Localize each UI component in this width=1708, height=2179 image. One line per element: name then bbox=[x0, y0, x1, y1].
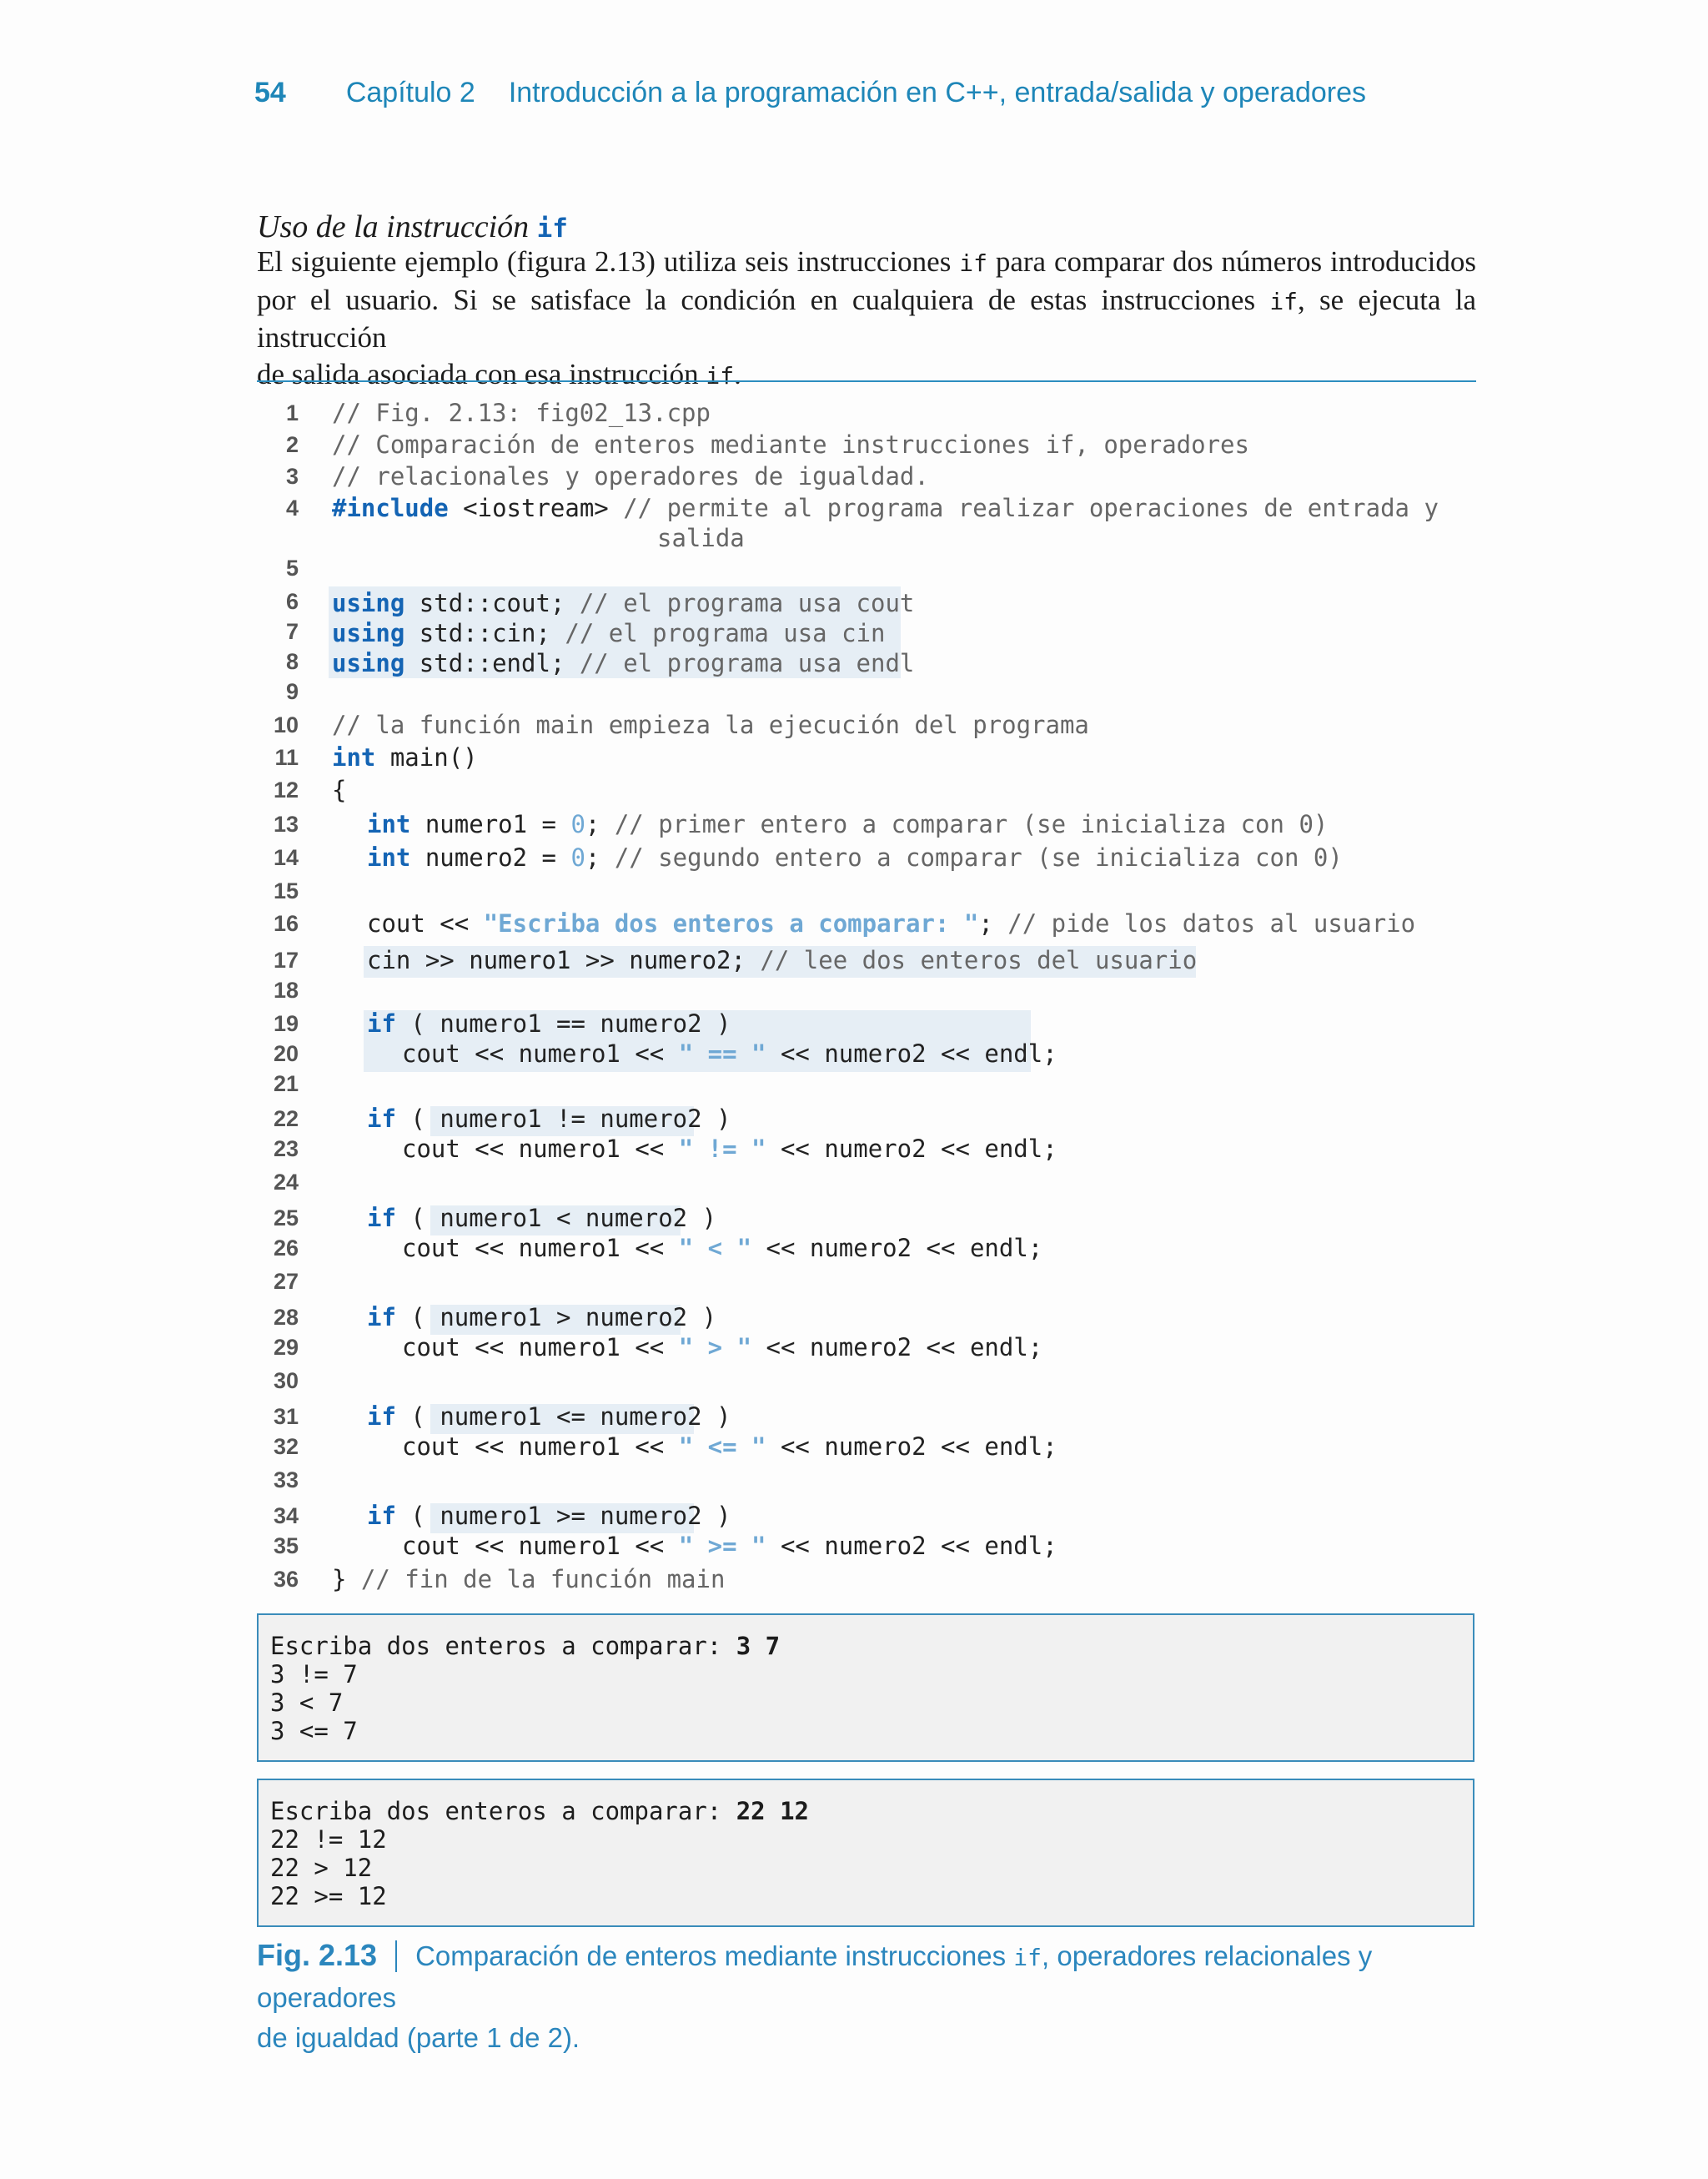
caption-text: Comparación de enteros mediante instrucciones bbox=[415, 1940, 1014, 1971]
code-line: if ( numero1 <= numero2 ) bbox=[367, 1402, 731, 1431]
page-number: 54 bbox=[254, 77, 286, 108]
code-line: using std::cin; // el programa usa cin bbox=[332, 619, 886, 647]
code-line: cout << numero1 << " <= " << numero2 << endl; bbox=[402, 1432, 1057, 1461]
code-line: cout << numero1 << " >= " << numero2 << endl; bbox=[402, 1532, 1057, 1560]
code-line: cout << "Escriba dos enteros a comparar: "; // pide los datos al usuario bbox=[367, 909, 1416, 938]
line-number: 2 bbox=[285, 432, 299, 457]
output-line: 22 != 12 bbox=[270, 1825, 387, 1854]
line-number: 27 bbox=[273, 1269, 299, 1294]
line-number: 5 bbox=[285, 556, 299, 581]
code-line: if ( numero1 < numero2 ) bbox=[367, 1204, 717, 1232]
code-line: int main() bbox=[332, 743, 478, 772]
output-line: 22 > 12 bbox=[270, 1854, 373, 1882]
caption-text: , operadores relacionales y operadores bbox=[257, 1940, 1373, 2013]
line-number: 3 bbox=[285, 464, 299, 489]
code-line: cout << numero1 << " > " << numero2 << endl; bbox=[402, 1333, 1043, 1361]
line-number: 21 bbox=[273, 1071, 299, 1096]
code-line: cin >> numero1 >> numero2; // lee dos enteros del usuario bbox=[367, 946, 1198, 974]
code-line: using std::endl; // el programa usa endl bbox=[332, 649, 915, 677]
line-number: 29 bbox=[273, 1335, 299, 1360]
line-number: 25 bbox=[273, 1205, 299, 1230]
output-line: 3 < 7 bbox=[270, 1688, 344, 1717]
figure-label: Fig. 2.13 bbox=[257, 1938, 378, 1972]
line-number: 4 bbox=[285, 496, 299, 521]
program-output-2 bbox=[257, 1779, 1474, 1927]
paragraph-line: El siguiente ejemplo (figura 2.13) utiliza seis instrucciones if para comparar dos números introducidos bbox=[257, 245, 1476, 278]
running-header bbox=[254, 77, 1366, 109]
program-output-1 bbox=[257, 1613, 1474, 1762]
chapter-label: Capítulo 2 bbox=[345, 77, 475, 108]
line-number: 11 bbox=[274, 745, 299, 770]
paragraph-line: de salida asociada con esa instrucción if. bbox=[257, 357, 741, 390]
code-line: // la función main empieza la ejecución del programa bbox=[332, 711, 1089, 739]
code-line: using std::cout; // el programa usa cout bbox=[332, 589, 915, 617]
line-number: 36 bbox=[273, 1567, 299, 1592]
line-number: 24 bbox=[273, 1170, 299, 1195]
caption-divider bbox=[395, 1940, 397, 1972]
line-number: 19 bbox=[273, 1011, 299, 1036]
code-line: if ( numero1 != numero2 ) bbox=[367, 1105, 731, 1133]
line-number: 16 bbox=[273, 911, 299, 936]
code-line: cout << numero1 << " == " << numero2 << endl; bbox=[402, 1039, 1057, 1068]
code-line: // Comparación de enteros mediante instrucciones if, operadores bbox=[332, 430, 1249, 459]
output-line: 3 <= 7 bbox=[270, 1717, 358, 1745]
chapter-title: Introducción a la programación en C++, entrada/salida y operadores bbox=[508, 77, 1367, 108]
line-number: 20 bbox=[273, 1041, 299, 1066]
line-number: 33 bbox=[273, 1467, 299, 1492]
line-number: 17 bbox=[273, 948, 299, 973]
line-number: 26 bbox=[273, 1235, 299, 1261]
code-line: { bbox=[332, 776, 347, 804]
line-number: 10 bbox=[273, 712, 299, 737]
code-line-wrap: salida bbox=[657, 524, 745, 552]
paragraph-line: por el usuario. Si se satisface la condición en cualquiera de estas instrucciones if, se ejecuta la instrucción bbox=[257, 283, 1476, 354]
code-line: } // fin de la función main bbox=[332, 1565, 726, 1593]
intro-paragraph bbox=[257, 244, 1476, 394]
section-rule bbox=[257, 380, 1476, 382]
caption-text: de igualdad (parte 1 de 2). bbox=[257, 2022, 580, 2053]
code-line: // Fig. 2.13: fig02_13.cpp bbox=[332, 399, 711, 427]
output-line: Escriba dos enteros a comparar: 22 12 bbox=[270, 1797, 810, 1825]
line-number: 1 bbox=[285, 400, 299, 425]
code-line: if ( numero1 >= numero2 ) bbox=[367, 1502, 731, 1530]
line-number: 13 bbox=[273, 812, 299, 837]
line-number: 30 bbox=[273, 1368, 299, 1393]
line-number: 8 bbox=[285, 649, 299, 674]
code-line: if ( numero1 == numero2 ) bbox=[367, 1009, 731, 1038]
line-number: 31 bbox=[273, 1404, 299, 1429]
line-number: 23 bbox=[273, 1136, 299, 1161]
line-number: 9 bbox=[285, 679, 299, 704]
section-title-keyword: if bbox=[536, 214, 568, 244]
line-number: 6 bbox=[285, 589, 299, 614]
line-number: 34 bbox=[273, 1503, 299, 1528]
code-line: cout << numero1 << " < " << numero2 << endl; bbox=[402, 1234, 1043, 1262]
line-number: 7 bbox=[285, 619, 299, 644]
code-line: // relacionales y operadores de igualdad. bbox=[332, 462, 929, 491]
line-number: 18 bbox=[273, 978, 299, 1003]
line-number: 32 bbox=[273, 1434, 299, 1459]
section-title-text: Uso de la instrucción bbox=[257, 209, 537, 244]
code-line: #include <iostream> // permite al programa realizar operaciones de entrada y bbox=[332, 494, 1439, 522]
code-line: cout << numero1 << " != " << numero2 << endl; bbox=[402, 1135, 1057, 1163]
output-line: 3 != 7 bbox=[270, 1660, 358, 1688]
code-line: if ( numero1 > numero2 ) bbox=[367, 1303, 717, 1331]
section-title bbox=[257, 209, 568, 245]
line-number: 12 bbox=[273, 777, 299, 803]
line-number: 28 bbox=[273, 1305, 299, 1330]
output-line: 22 >= 12 bbox=[270, 1882, 387, 1910]
line-number: 15 bbox=[273, 878, 299, 903]
line-number: 22 bbox=[273, 1106, 299, 1131]
code-line: int numero1 = 0; // primer entero a comparar (se inicializa con 0) bbox=[367, 810, 1329, 838]
code-line: int numero2 = 0; // segundo entero a comparar (se inicializa con 0) bbox=[367, 843, 1343, 872]
line-number: 35 bbox=[273, 1533, 299, 1558]
caption-code: if bbox=[1013, 1944, 1042, 1971]
figure-caption bbox=[257, 1935, 1491, 2058]
line-number: 14 bbox=[273, 845, 299, 870]
output-line: Escriba dos enteros a comparar: 3 7 bbox=[270, 1632, 781, 1660]
